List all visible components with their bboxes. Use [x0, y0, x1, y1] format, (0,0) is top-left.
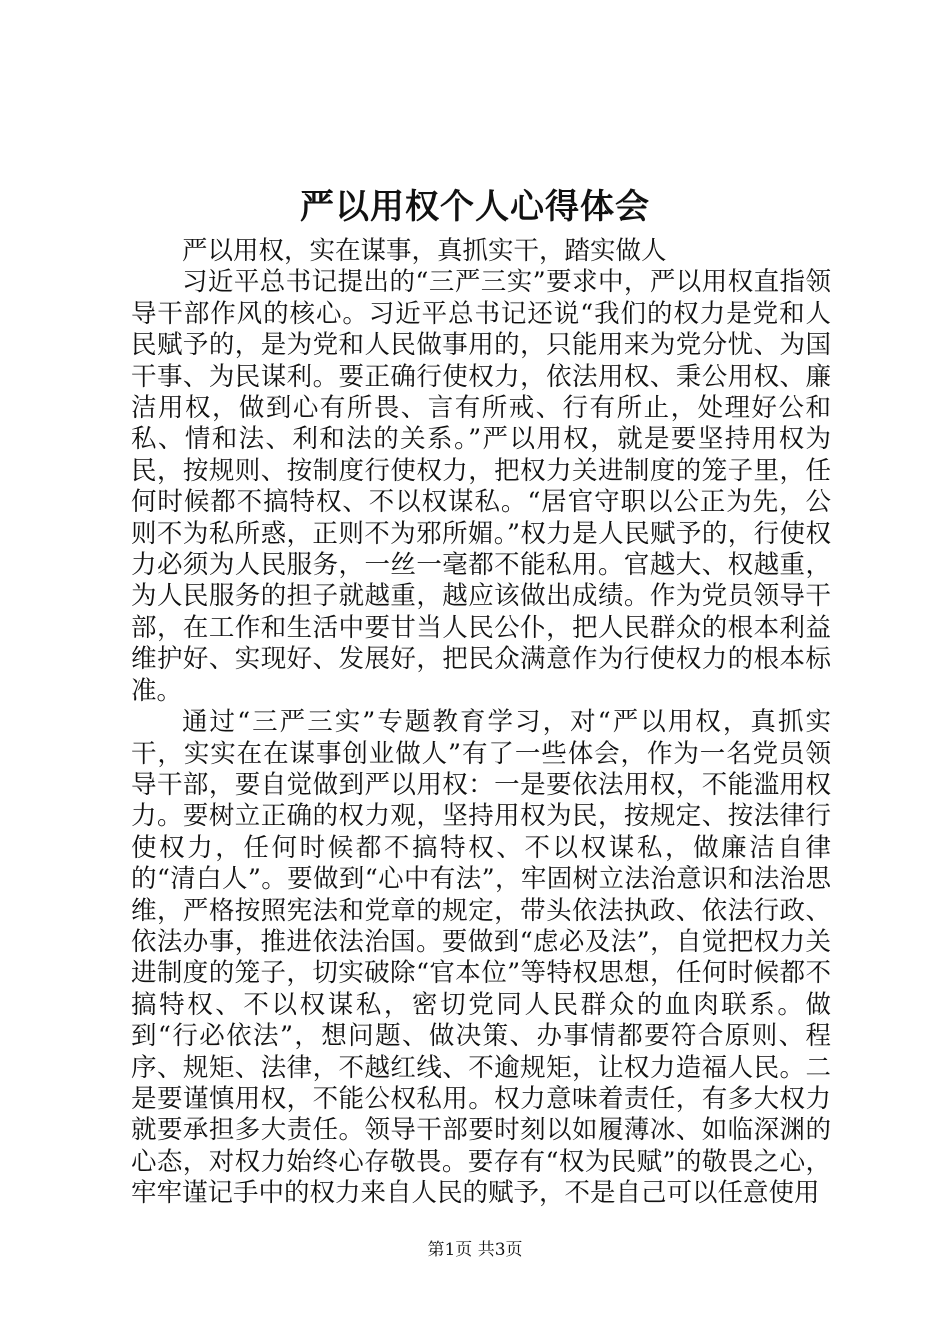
document-body — [131, 236, 831, 1210]
document-subtitle: 严以用权，实在谋事，真抓实干，踏实做人 — [182, 236, 667, 266]
document-title: 严以用权个人心得体会 — [300, 187, 650, 227]
body-paragraph-1: 习近平总书记提出的“三严三实”要求中，严以用权直指领导干部作风的核心。习近平总书记还说“我们的权力是党和人民赋予的，是为党和人民做事用的，只能用来为党分忧、为国干事、为民谋利。要正确行使权力，依法用权、秉公用权、廉洁用权，做到心有所畏、言有所戒、行有所止，处理好公和私、情和法、利和法的关系。”严以用权，就是要坚持用权为民，按规则、按制度行使权力，把权力关进制度的笼子里，任何时候都不搞特权、不以权谋私。“居官守职以公正为先，公则不为私所惑，正则不为邪所媚。”权力是人民赋予的，行使权力必须为人民服务，一丝一毫都不能私用。官越大、权越重，为人民服务的担子就越重，越应该做出成绩。作为党员领导干部，在工作和生活中要甘当人民公仆，把人民群众的根本利益维护好、实现好、发展好，把民众满意作为行使权力的根本标准。 — [131, 267, 831, 706]
body-paragraph-2: 通过“三严三实”专题教育学习，对“严以用权，真抓实干，实实在在谋事创业做人”有了一些体会，作为一名党员领导干部，要自觉做到严以用权：一是要依法用权，不能滥用权力。要树立正确的权力观，坚持用权为民，按规定、按法律行使权力，任何时候都不搞特权、不以权谋私，做廉洁自律的“清白人”。要做到“心中有法”，牢固树立法治意识和法治思维，严格按照宪法和党章的规定，带头依法执政、依法行政、依法办事，推进依法治国。要做到“虑必及法”，自觉把权力关进制度的笼子，切实破除“官本位”等特权思想，任何时候都不搞特权、不以权谋私，密切党同人民群众的血肉联系。做到“行必依法”，想问题、做决策、办事情都要符合原则、程序、规矩、法律，不越红线、不逾规矩，让权力造福人民。二是要谨慎用权，不能公权私用。权力意味着责任，有多大权力就要承担多大责任。领导干部要时刻以如履薄冰、如临深渊的心态，对权力始终心存敬畏。要存有“权为民赋”的敬畏之心，牢牢谨记手中的权力来自人民的赋予，不是自己可以任意使用 — [131, 707, 831, 1209]
page-footer: 第1页 共3页 — [427, 1240, 523, 1260]
